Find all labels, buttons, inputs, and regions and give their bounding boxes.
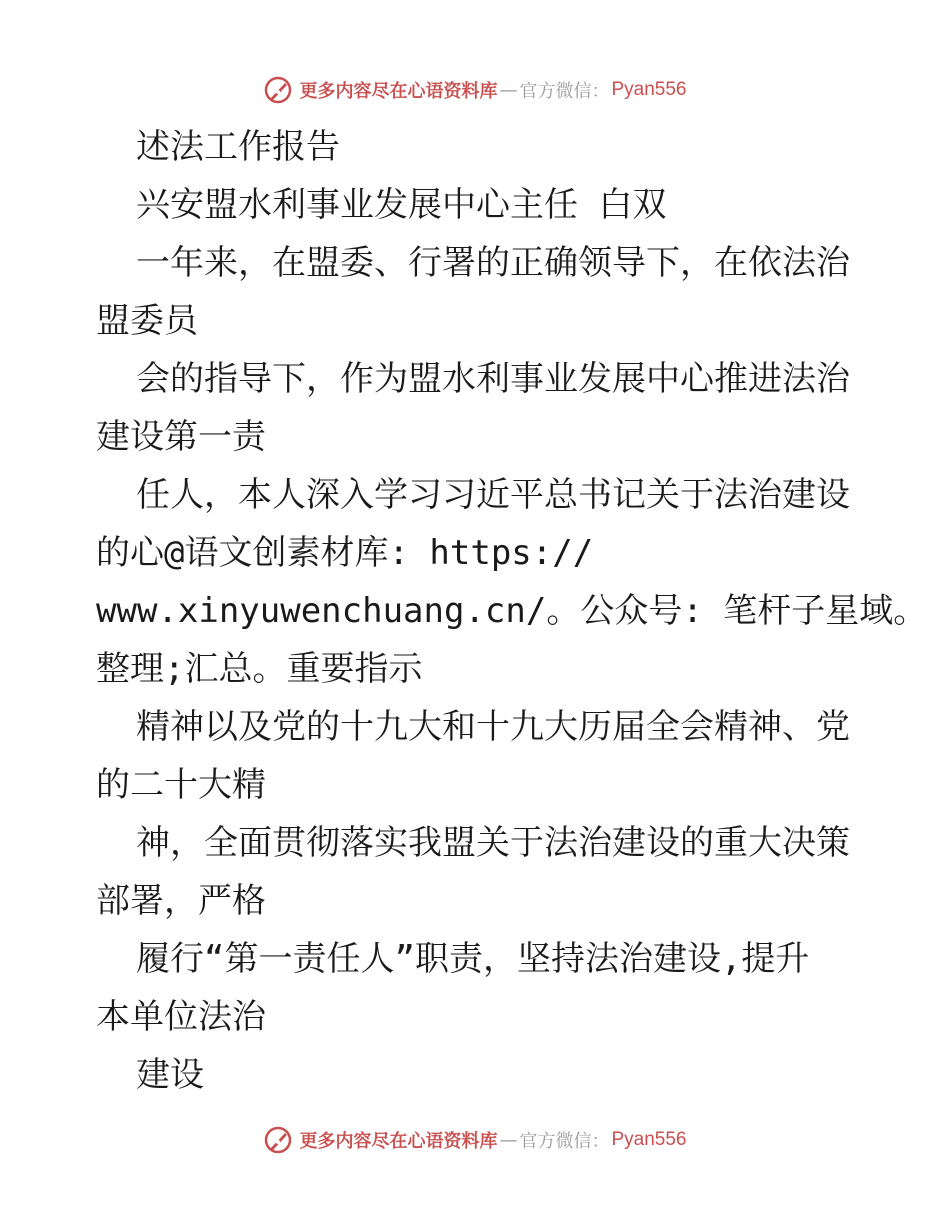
quill-pen-logo-icon xyxy=(263,1125,293,1155)
banner-title: 更多内容尽在心语资料库 xyxy=(299,81,498,102)
doc-title: 述法工作报告 xyxy=(136,127,340,167)
banner-dash: — xyxy=(499,79,518,101)
doc-line: 本单位法治 xyxy=(96,997,266,1037)
doc-line: 神，全面贯彻落实我盟关于法治建设的重大决策 xyxy=(136,823,850,863)
banner-wechat-id: Pyan556 xyxy=(611,79,687,100)
doc-line: 部署，严格 xyxy=(96,881,266,921)
doc-line: 建设 xyxy=(136,1055,204,1095)
doc-line: www.xinyuwenchuang.cn/。公众号: 笔杆子星域。 xyxy=(96,591,928,631)
banner-wechat-label: 官方微信： xyxy=(519,81,610,102)
banner-dash: — xyxy=(499,1129,518,1151)
quill-pen-logo-icon xyxy=(263,75,293,105)
doc-line: 会的指导下，作为盟水利事业发展中心推进法治 xyxy=(136,359,850,399)
doc-line: 履行“第一责任人”职责，坚持法治建设,提升 xyxy=(136,939,810,979)
banner-wechat-label: 官方微信： xyxy=(519,1131,610,1152)
doc-line: 一年来，在盟委、行署的正确领导下，在依法治 xyxy=(136,243,850,283)
doc-line: 精神以及党的十九大和十九大历届全会精神、党 xyxy=(136,707,850,747)
document-body xyxy=(96,118,928,1104)
banner-title: 更多内容尽在心语资料库 xyxy=(299,1131,498,1152)
doc-line: 的二十大精 xyxy=(96,765,266,805)
doc-line: 整理;汇总。重要指示 xyxy=(96,649,423,689)
doc-line: 的心@语文创素材库: https:// xyxy=(96,533,594,573)
doc-line: 任人，本人深入学习习近平总书记关于法治建设 xyxy=(136,475,850,515)
doc-line: 建设第一责 xyxy=(96,417,266,457)
doc-line: 盟委员 xyxy=(96,301,198,341)
footer-banner xyxy=(0,1120,950,1160)
banner-wechat-id: Pyan556 xyxy=(611,1129,687,1150)
doc-author: 兴安盟水利事业发展中心主任 白双 xyxy=(136,185,667,225)
header-banner xyxy=(0,70,950,110)
